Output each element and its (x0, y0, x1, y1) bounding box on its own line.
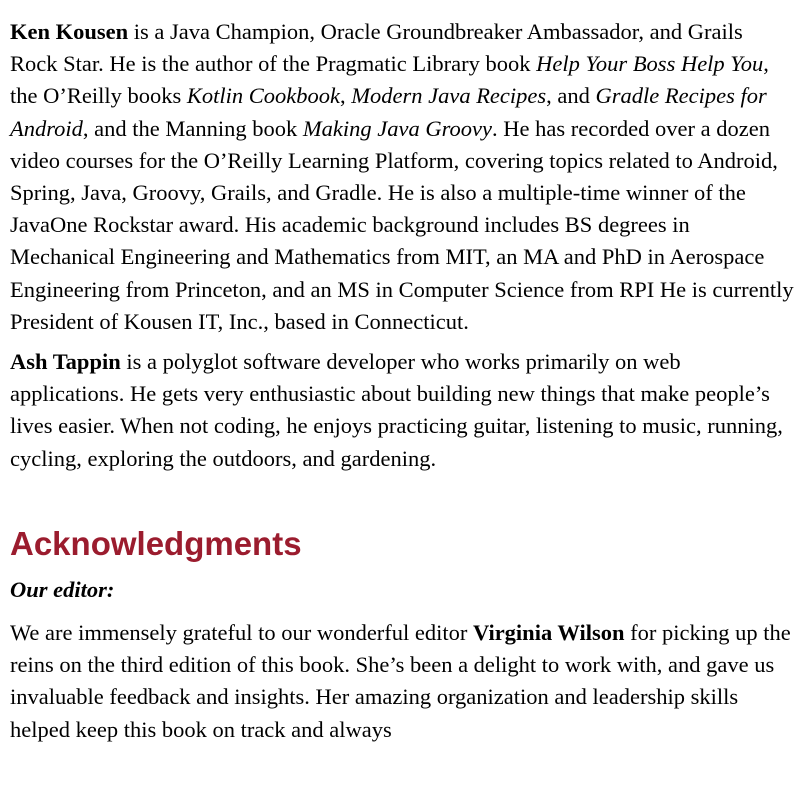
book-title: Modern Java Recipes (351, 83, 547, 109)
author-name-ash: Ash Tappin (10, 349, 121, 375)
book-title: Gradle Recipes for Android (10, 83, 767, 141)
bio-ash-tappin: Ash Tappin is a polyglot software developer who works primarily on web applications. He gets very enthusiastic about building new things that make people’s lives easier. When not coding, he enjoys practicing guitar, listening to music, running, cycling, exploring the outdoors, and gardening. (10, 349, 783, 471)
editor-name: Virginia Wilson (473, 620, 625, 646)
book-page (10, 16, 795, 746)
subheading-our-editor: Our editor: (10, 576, 115, 602)
book-title: Kotlin Cookbook (186, 83, 340, 109)
book-title: Help Your Boss Help You (536, 51, 764, 77)
section-heading-acknowledgments: Acknowledgments (10, 524, 302, 562)
acknowledgment-editor-paragraph: We are immensely grateful to our wonderful editor Virginia Wilson for picking up the reins on the third edition of this book. She’s been a delight to work with, and gave us invaluable feedback and insights. Her amazing organization and leadership skills helped keep this book on track and always (10, 620, 791, 742)
bio-ken-kousen: Ken Kousen is a Java Champion, Oracle Groundbreaker Ambassador, and Grails Rock Star. He is the author of the Pragmatic Library book Help Your Boss Help You, the O’Reilly books Kotlin Cookbook, Modern Java Recipes, and Gradle Recipes for Android, and the Manning book Making Java Groovy. He has recorded over a dozen video courses for the O’Reilly Learning Platform, covering topics related to Android, Spring, Java, Groovy, Grails, and Gradle. He is also a multiple-time winner of the JavaOne Rockstar award. His academic background includes BS degrees in Mechanical Engineering and Mathematics from MIT, an MA and PhD in Aerospace Engineering from Princeton, and an MS in Computer Science from RPI He is currently President of Kousen IT, Inc., based in Connecticut. (10, 19, 794, 334)
author-name-ken: Ken Kousen (10, 19, 129, 44)
book-title: Making Java Groovy (302, 115, 492, 141)
